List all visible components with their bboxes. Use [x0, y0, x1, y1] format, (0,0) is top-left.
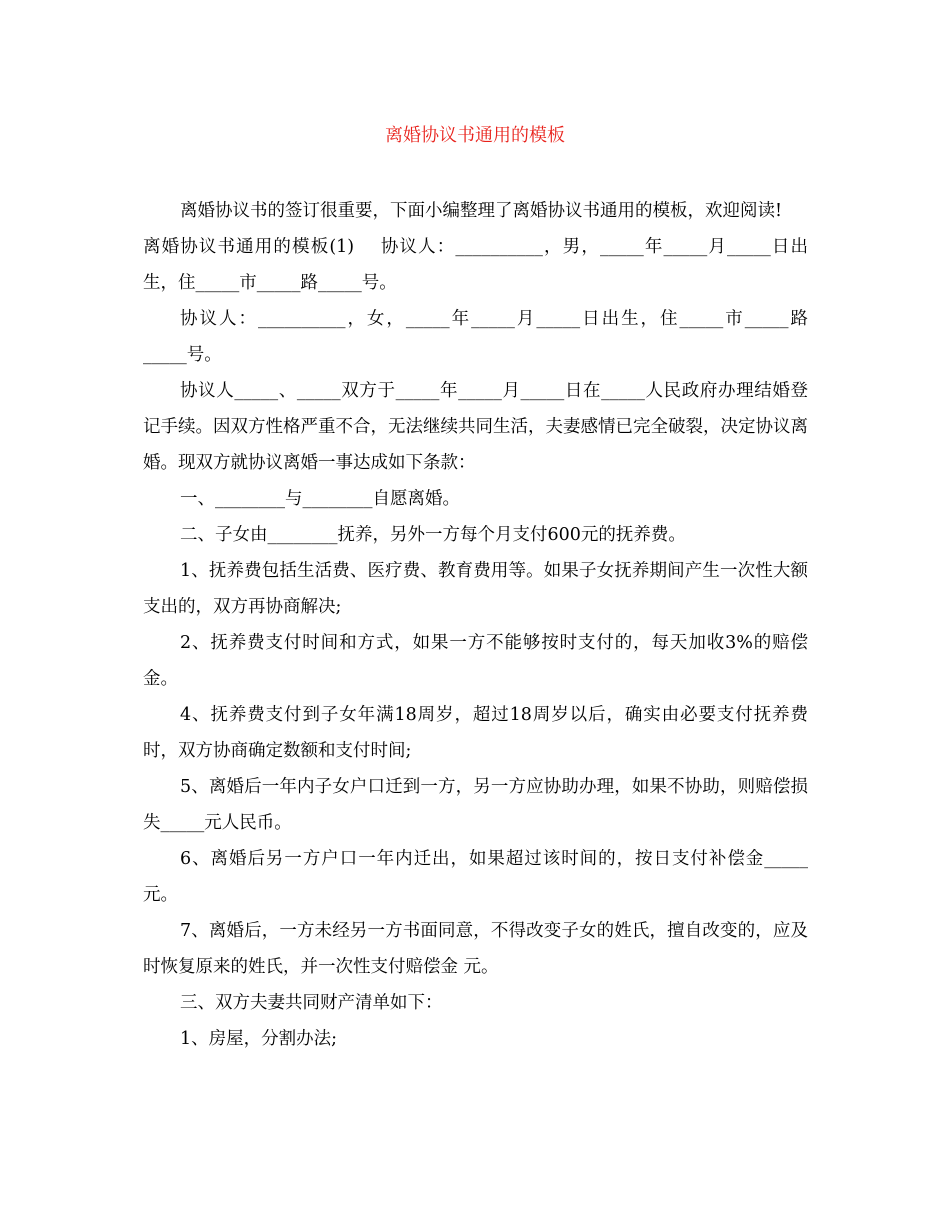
paragraph: 6、离婚后另一方户口一年内迁出，如果超过该时间的，按日支付补偿金_____元。 [143, 849, 808, 905]
paragraph: 7、离婚后，一方未经另一方书面同意，不得改变子女的姓氏，擅自改变的，应及时恢复原来的姓氏，并一次性支付赔偿金 元。 [143, 921, 808, 977]
paragraph: 二、子女由________抚养，另外一方每个月支付600元的抚养费。 [180, 525, 686, 545]
document-body [143, 193, 808, 1057]
document-title: 离婚协议书通用的模板 [385, 125, 565, 146]
paragraph: 1、房屋，分割办法; [180, 1029, 338, 1049]
paragraph: 5、离婚后一年内子女户口迁到一方，另一方应协助办理，如果不协助，则赔偿损失_____元人民币。 [143, 777, 808, 833]
paragraph: 离婚协议书通用的模板(1) 协议人：__________，男，_____年_____月_____日出生，住_____市_____路_____号。 [143, 237, 808, 293]
paragraph: 协议人_____、_____双方于_____年_____月_____日在_____人民政府办理结婚登记手续。因双方性格严重不合，无法继续共同生活，夫妻感情已完全破裂，决定协议离婚。现双方就协议离婚一事达成如下条款： [143, 381, 808, 473]
paragraph: 1、抚养费包括生活费、医疗费、教育费用等。如果子女抚养期间产生一次性大额支出的，双方再协商解决; [143, 561, 808, 617]
paragraph: 一、________与________自愿离婚。 [180, 489, 460, 509]
paragraph: 4、抚养费支付到子女年满18周岁，超过18周岁以后，确实由必要支付抚养费时，双方协商确定数额和支付时间; [143, 705, 808, 761]
paragraph: 协议人：__________，女，_____年_____月_____日出生，住_____市_____路_____号。 [143, 309, 808, 365]
paragraph: 离婚协议书的签订很重要，下面小编整理了离婚协议书通用的模板，欢迎阅读! [180, 201, 783, 221]
paragraph: 三、双方夫妻共同财产清单如下： [180, 993, 443, 1013]
paragraph: 2、抚养费支付时间和方式，如果一方不能够按时支付的，每天加收3%的赔偿金。 [143, 633, 808, 689]
